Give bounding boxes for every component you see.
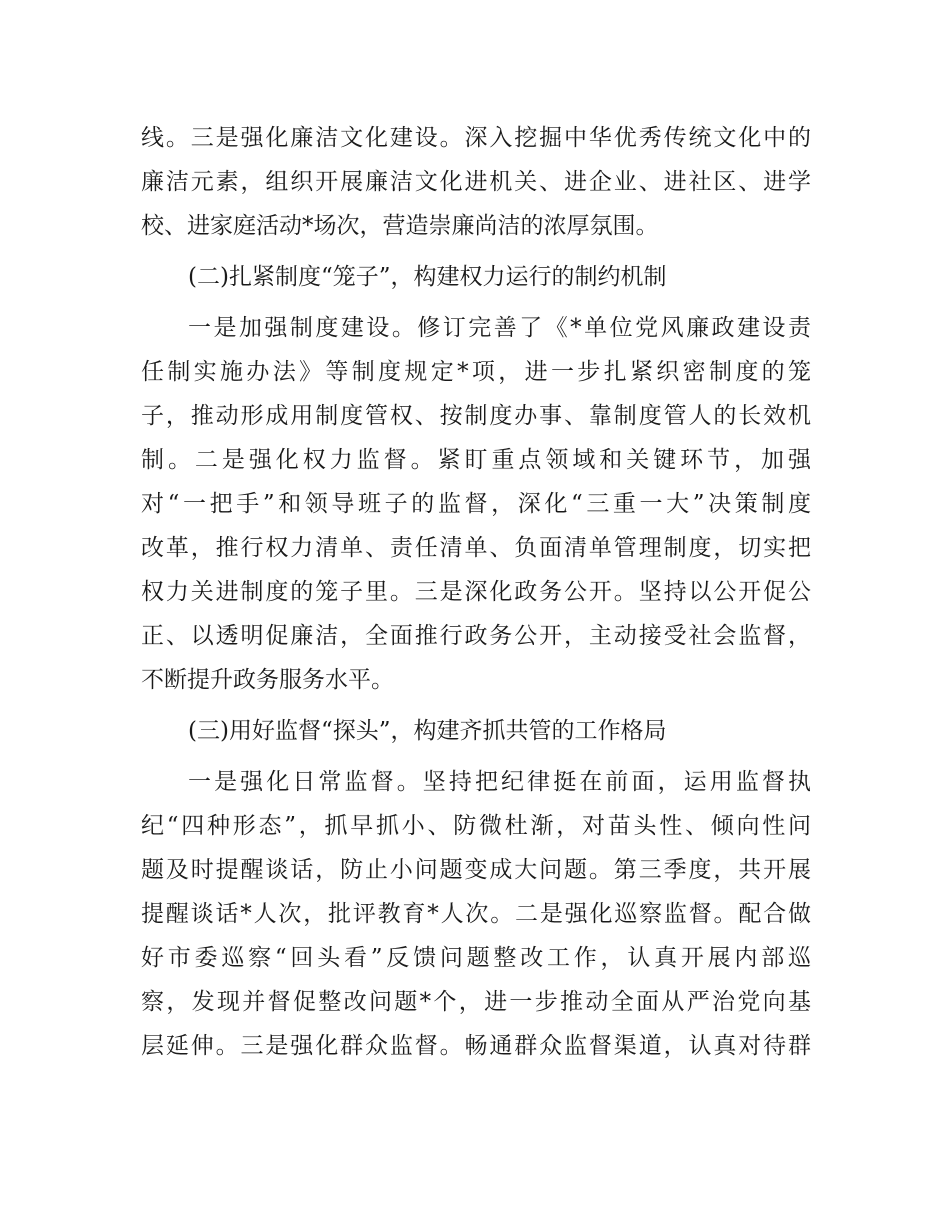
paragraph-line: 一是加强制度建设。修订完善了《*单位党风廉政建设责: [188, 315, 811, 341]
paragraph-line: 对“一把手”和领导班子的监督，深化“三重一大”决策制度: [141, 491, 811, 517]
section-heading-3: (三)用好监督“探头”，构建齐抓共管的工作格局: [188, 718, 667, 744]
paragraph-line: 一是强化日常监督。坚持把纪律挺在前面，运用监督执: [188, 769, 811, 795]
paragraph-line: 子，推动形成用制度管权、按制度办事、靠制度管人的长效机: [141, 403, 811, 429]
paragraph-line: 不断提升政务服务水平。: [141, 667, 394, 693]
paragraph-line: 校、进家庭活动*场次，营造崇廉尚洁的浓厚氛围。: [141, 213, 659, 239]
paragraph-line: 制。二是强化权力监督。紧盯重点领域和关键环节，加强: [141, 447, 811, 473]
paragraph-line: 察，发现并督促整改问题*个，进一步推动全面从严治党向基: [141, 989, 811, 1015]
paragraph-line: 廉洁元素，组织开展廉洁文化进机关、进企业、进社区、进学: [141, 169, 811, 195]
paragraph-line: 层延伸。三是强化群众监督。畅通群众监督渠道，认真对待群: [141, 1033, 811, 1059]
paragraph-line: 纪“四种形态”，抓早抓小、防微杜渐，对苗头性、倾向性问: [141, 813, 811, 839]
section-heading-2: (二)扎紧制度“笼子”，构建权力运行的制约机制: [188, 264, 667, 290]
paragraph-line: 好市委巡察“回头看”反馈问题整改工作，认真开展内部巡: [141, 945, 811, 971]
paragraph-line: 任制实施办法》等制度规定*项，进一步扎紧织密制度的笼: [141, 359, 811, 385]
paragraph-line: 线。三是强化廉洁文化建设。深入挖掘中华优秀传统文化中的: [141, 125, 811, 151]
paragraph-line: 提醒谈话*人次，批评教育*人次。二是强化巡察监督。配合做: [141, 901, 811, 927]
paragraph-line: 题及时提醒谈话，防止小问题变成大问题。第三季度，共开展: [141, 857, 811, 883]
paragraph-line: 正、以透明促廉洁，全面推行政务公开，主动接受社会监督，: [141, 623, 811, 649]
paragraph-line: 改革，推行权力清单、责任清单、负面清单管理制度，切实把: [141, 535, 811, 561]
paragraph-line: 权力关进制度的笼子里。三是深化政务公开。坚持以公开促公: [141, 579, 811, 605]
